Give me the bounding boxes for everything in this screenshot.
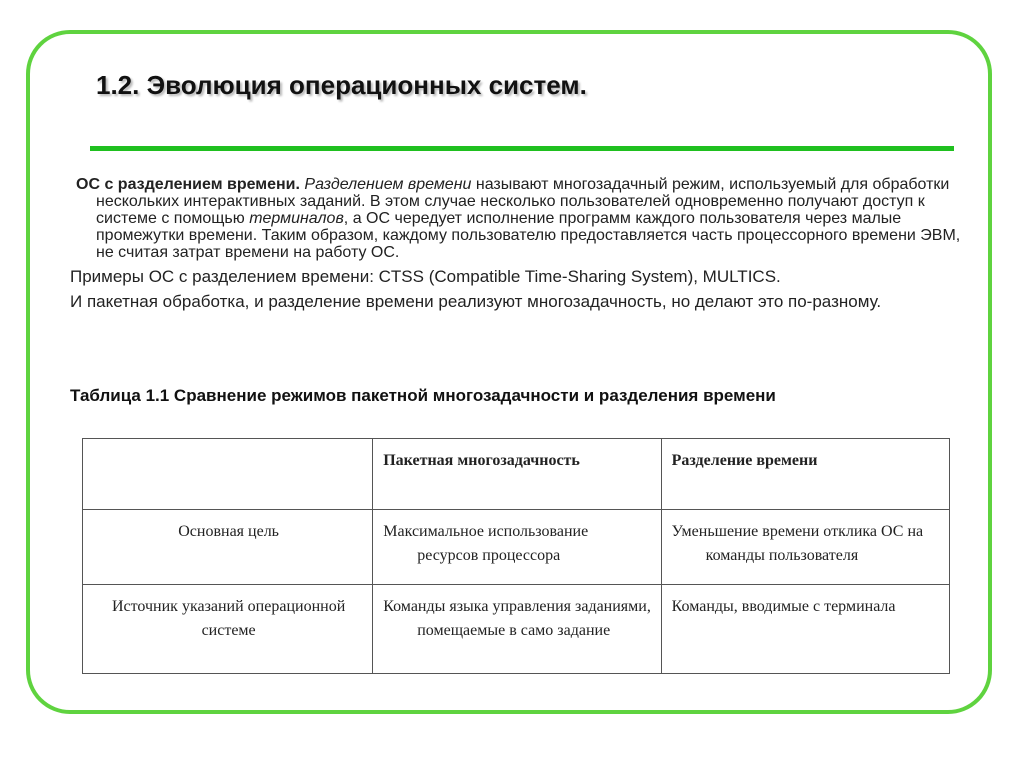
table-header-cell-empty	[83, 439, 373, 510]
table-cell: Источник указаний операционной системе	[83, 585, 373, 674]
table-cell-text: Команды, вводимые с терминала	[671, 598, 896, 615]
paragraph-text-1: называют многозадачный режим, используемый для обработки нескольких интерактивных заданий. В этом случае несколько пользователей одновременно получают доступ к системе с помощью	[96, 176, 950, 227]
table-cell: Основная цель	[83, 510, 373, 585]
table-caption: Таблица 1.1 Сравнение режимов пакетной многозадачности и разделения времени	[70, 386, 776, 405]
table-header-row	[83, 439, 950, 510]
table-cell	[373, 510, 661, 585]
paragraph-time-sharing	[70, 176, 970, 261]
slide-body	[70, 176, 970, 312]
paragraph-heading: ОС с разделением времени.	[76, 176, 300, 193]
table-cell	[661, 585, 949, 674]
comparison-table	[82, 438, 950, 674]
table-cell	[373, 585, 661, 674]
table-cell-text: Максимальное использование ресурсов процессора	[383, 523, 589, 564]
table-header-batch: Пакетная многозадачность	[373, 439, 661, 510]
table-cell	[661, 510, 949, 585]
table-row	[83, 585, 950, 674]
paragraph-text-2: , а ОС чередует исполнение программ каждого пользователя через малые промежутки времени. Таким образом, каждому пользователю предоставляется часть процессорного времени ЭВМ, не считая затрат времени на работу ОС.	[96, 210, 961, 261]
title-underline	[90, 146, 954, 151]
table-cell-text: Команды языка управления заданиями, помещаемые в само задание	[383, 598, 651, 639]
table-header-time-sharing: Разделение времени	[661, 439, 949, 510]
table-row	[83, 510, 950, 585]
term-time-sharing: Разделением времени	[304, 176, 472, 193]
term-terminals: терминалов	[249, 210, 344, 227]
paragraph-examples: Примеры ОС с разделением времени: CTSS (Compatible Time-Sharing System), MULTICS.	[70, 267, 781, 286]
paragraph-comparison: И пакетная обработка, и разделение времени реализуют многозадачность, но делают это по-разному.	[70, 292, 882, 311]
slide-title: 1.2. Эволюция операционных систем.	[96, 70, 587, 100]
table-cell-text: Уменьшение времени отклика ОС на команды пользователя	[671, 523, 924, 564]
